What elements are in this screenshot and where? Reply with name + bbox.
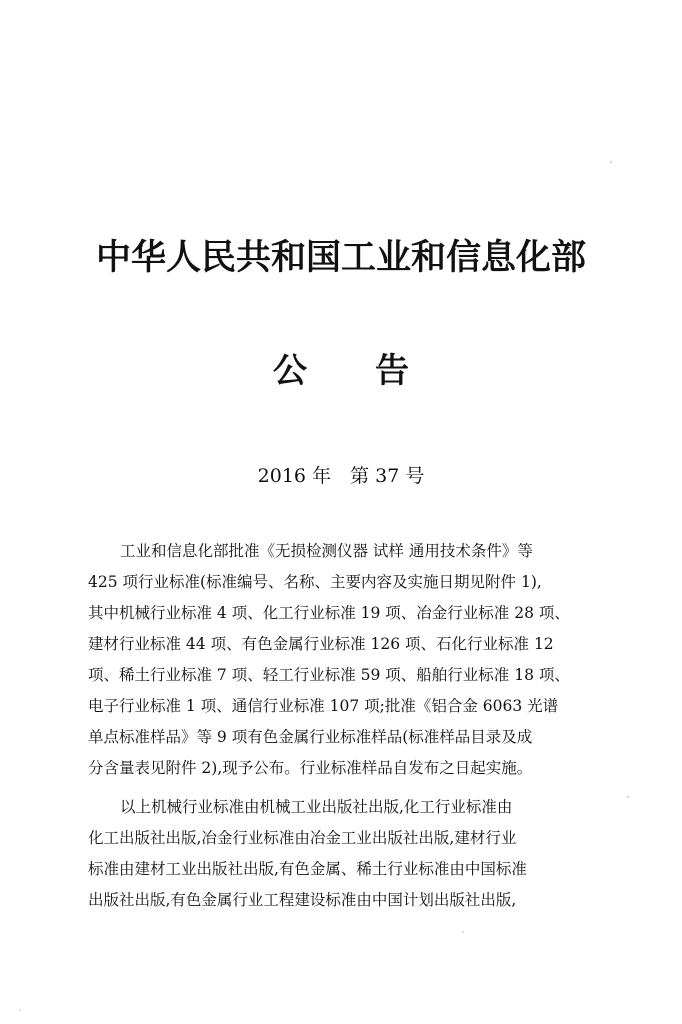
paragraph-line: 出版社出版,有色金属行业工程建设标准由中国计划出版社出版,	[88, 891, 517, 909]
paragraph-line: 工业和信息化部批准《无损检测仪器 试样 通用技术条件》等	[120, 542, 533, 560]
paragraph-line: 425 项行业标准(标准编号、名称、主要内容及实施日期见附件 1),	[88, 573, 542, 591]
paragraph-line: 分含量表见附件 2),现予公布。行业标准样品自发布之日起实施。	[88, 759, 533, 777]
paragraph-line: 化工出版社出版,冶金行业标准由冶金工业出版社出版,建材行业	[88, 829, 517, 847]
paragraph-line: 其中机械行业标准 4 项、化工行业标准 19 项、冶金行业标准 28 项、	[88, 604, 570, 622]
paragraph-line: 单点标准样品》等 9 项有色金属行业标准样品(标准样品目录及成	[88, 728, 533, 746]
issuing-ministry-title: 中华人民共和国工业和信息化部	[95, 238, 586, 278]
paragraph-line: 电子行业标准 1 项、通信行业标准 107 项;批准《铝合金 6063 光谱	[88, 697, 559, 715]
document-number: 2016 年 第 37 号	[257, 465, 425, 487]
paragraph-line: 建材行业标准 44 项、有色金属行业标准 126 项、石化行业标准 12	[88, 635, 554, 653]
paragraph-line: 以上机械行业标准由机械工业出版社出版,化工行业标准由	[120, 798, 513, 816]
document-type-title: 公 告	[273, 351, 409, 391]
paragraph-line: 标准由建材工业出版社出版,有色金属、稀土行业标准由中国标准	[88, 860, 527, 878]
paragraph-line: 项、稀土行业标准 7 项、轻工行业标准 59 项、船舶行业标准 18 项、	[88, 666, 570, 684]
